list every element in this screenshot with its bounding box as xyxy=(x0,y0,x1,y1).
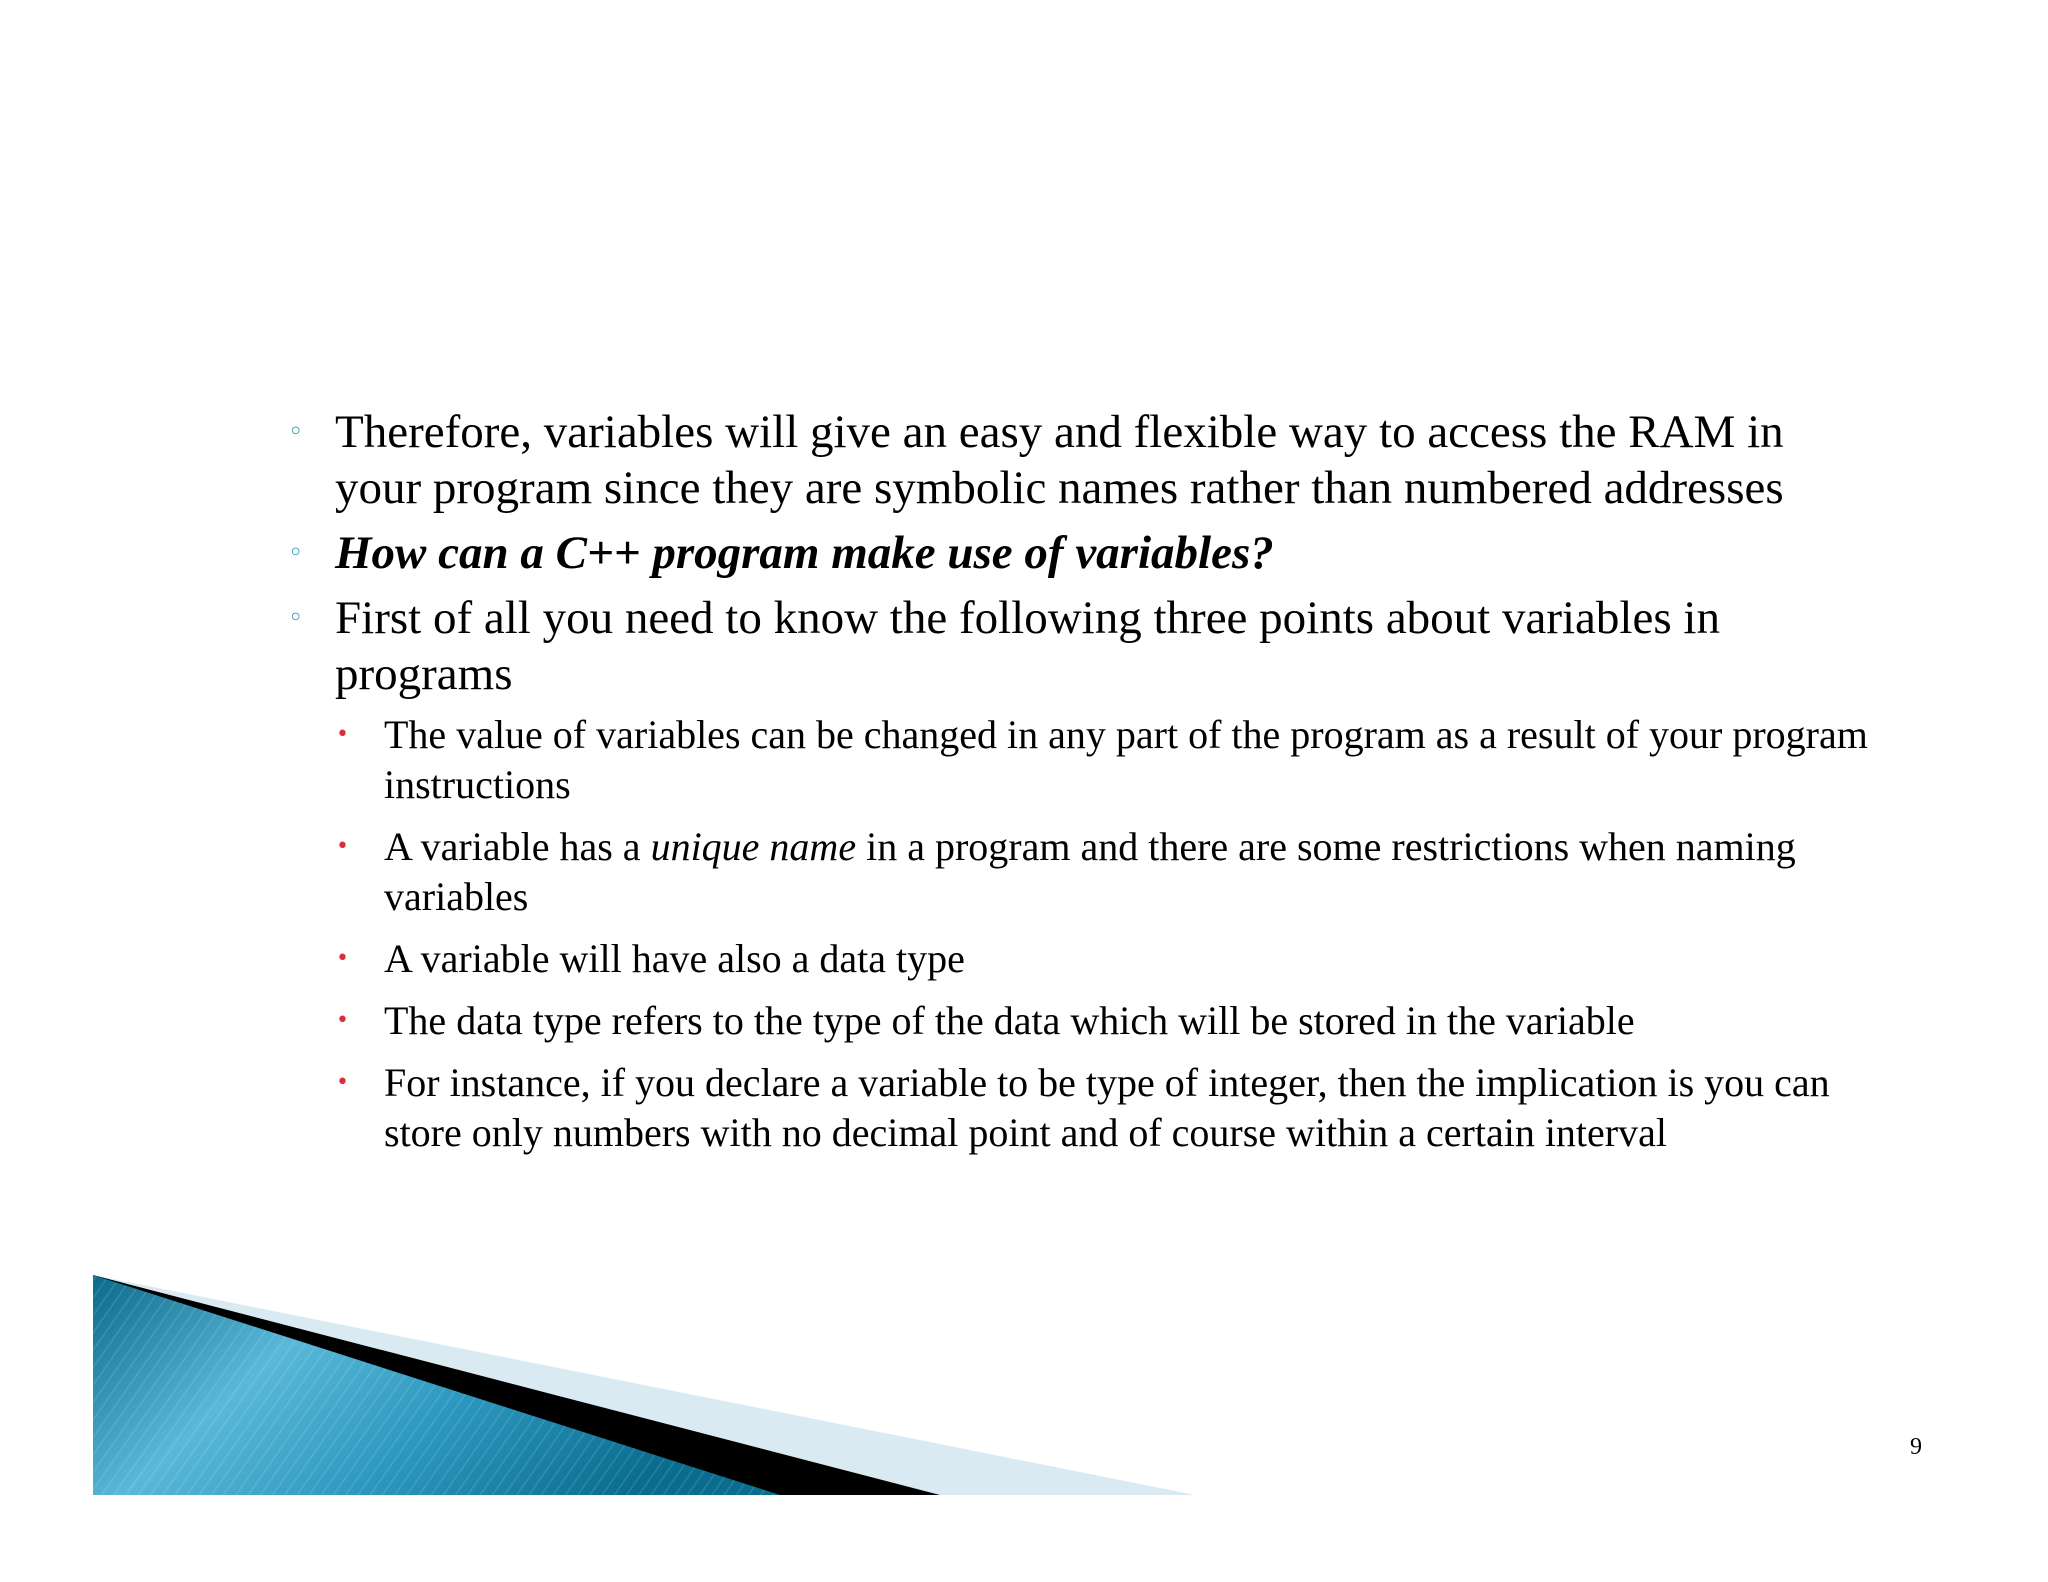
hollow-circle-bullet-icon: ◦ xyxy=(288,603,304,633)
dot-bullet-icon: • xyxy=(336,1008,349,1033)
hollow-circle-bullet-icon: ◦ xyxy=(288,417,304,447)
sub-bullet-item xyxy=(280,710,1880,810)
sub-bullet-text: A variable will have also a data type xyxy=(384,936,965,981)
bullet-text: First of all you need to know the following three points about variables in programs xyxy=(335,592,1720,700)
dot-bullet-icon: • xyxy=(336,946,349,971)
bullet-text: Therefore, variables will give an easy and flexible way to access the RAM in your program since they are symbolic names rather than numbered addresses xyxy=(335,406,1784,514)
hollow-circle-bullet-icon: ◦ xyxy=(288,538,304,568)
sub-bullet-text-before: A variable has a xyxy=(384,824,651,869)
slide-body xyxy=(280,404,1880,1158)
sub-bullet-text-after: in a program and there are some restrictions when naming variables xyxy=(384,824,1796,919)
sub-bullet-text: The data type refers to the type of the data which will be stored in the variable xyxy=(384,998,1635,1043)
sub-bullet-item xyxy=(280,934,1880,984)
sub-bullet-emphasis: unique name xyxy=(650,824,857,869)
page-number: 9 xyxy=(1910,1434,1922,1460)
sub-bullet-item xyxy=(280,822,1880,922)
dot-bullet-icon: • xyxy=(336,722,349,747)
sub-bullet-text: The value of variables can be changed in any part of the program as a result of your program instructions xyxy=(384,712,1868,807)
dot-bullet-icon: • xyxy=(336,834,349,859)
dot-bullet-icon: • xyxy=(336,1070,349,1095)
bullet-text: How can a C++ program make use of variables? xyxy=(335,527,1274,579)
wedge-teal-texture xyxy=(93,1275,780,1495)
bullet-item-question xyxy=(280,525,1880,581)
sub-bullet-item xyxy=(280,1058,1880,1158)
sub-bullet-item xyxy=(280,996,1880,1046)
bullet-item xyxy=(280,404,1880,516)
bullet-item xyxy=(280,590,1880,702)
sub-bullet-text: For instance, if you declare a variable to be type of integer, then the implication is you can store only numbers with no decimal point and of course within a certain interval xyxy=(384,1060,1830,1155)
